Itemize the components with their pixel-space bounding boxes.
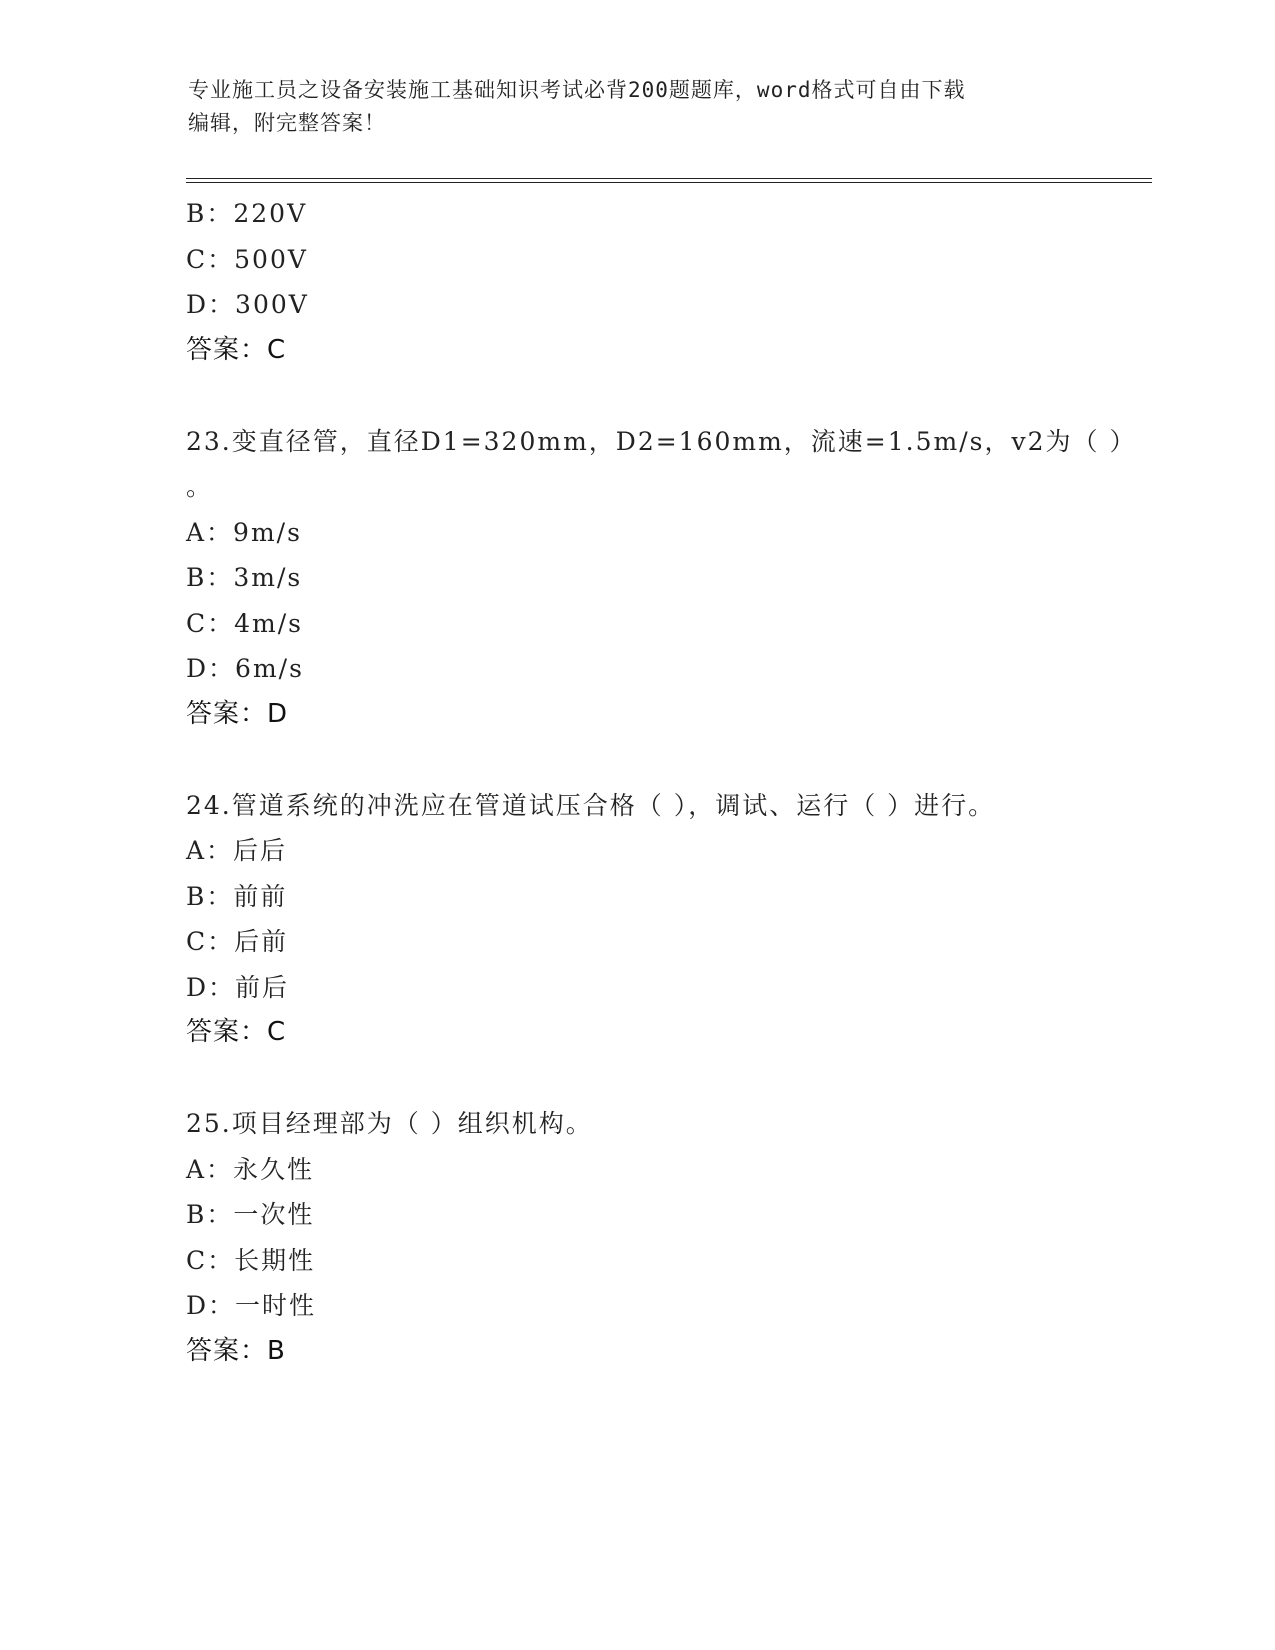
spacer xyxy=(186,373,1152,419)
option-d: D：一时性 xyxy=(186,1291,317,1320)
option-a: A：后后 xyxy=(186,836,288,865)
option-b: B：一次性 xyxy=(186,1200,315,1229)
answer-line: 答案：B xyxy=(186,1335,286,1366)
option-a: A：9m/s xyxy=(186,517,302,547)
question-stem: 24.管道系统的冲洗应在管道试压合格（ ），调试、运行（ ）进行。 xyxy=(186,790,996,820)
question-25 xyxy=(186,1101,1152,1374)
option-d: D：6m/s xyxy=(186,654,304,683)
option-c: C：500V xyxy=(186,244,308,274)
question-list xyxy=(186,191,1152,1374)
question-stem: 25.项目经理部为（ ）组织机构。 xyxy=(186,1109,593,1138)
header-line-1: 专业施工员之设备安装施工基础知识考试必背200题题库，word格式可自由下载 xyxy=(188,78,966,102)
option-c: C：后前 xyxy=(186,927,289,956)
option-b: B：3m/s xyxy=(186,563,303,592)
option-b: B：220V xyxy=(186,199,308,228)
answer-line: 答案：C xyxy=(186,1017,287,1047)
spacer xyxy=(186,1056,1152,1102)
question-23 xyxy=(186,419,1152,738)
document-header xyxy=(188,74,1088,140)
question-22-partial xyxy=(186,191,1152,373)
spacer xyxy=(186,737,1152,783)
option-c: C：长期性 xyxy=(186,1245,316,1275)
header-rule-top xyxy=(186,178,1152,179)
answer-line: 答案：D xyxy=(186,698,289,729)
option-d: D：300V xyxy=(186,290,309,319)
header-line-2: 编辑，附完整答案！ xyxy=(188,111,386,135)
option-c: C：4m/s xyxy=(186,608,303,638)
question-stem-continuation: 。 xyxy=(186,472,212,501)
answer-line: 答案：C xyxy=(186,334,287,365)
question-24 xyxy=(186,783,1152,1056)
option-d: D：前后 xyxy=(186,972,290,1002)
header-rule-bottom xyxy=(186,182,1152,183)
question-stem: 23.变直径管，直径D1=320mm，D2=160mm，流速=1.5m/s，v2为（ ） xyxy=(186,426,1137,456)
option-a: A：永久性 xyxy=(186,1154,315,1184)
option-b: B：前前 xyxy=(186,881,288,911)
